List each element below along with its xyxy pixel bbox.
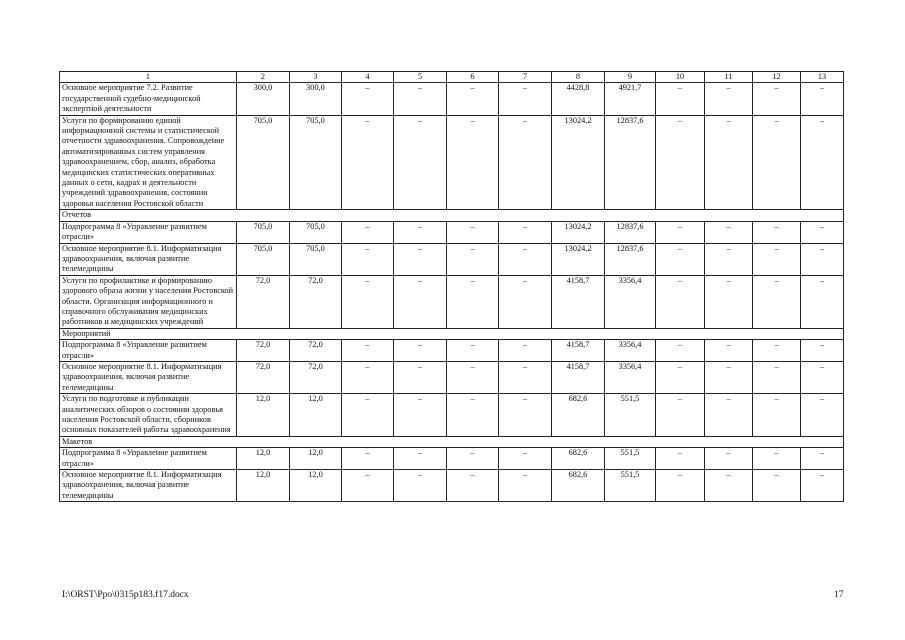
table-cell: 72,0 [290,340,342,362]
table-cell: – [753,361,801,393]
table-cell: 300,0 [290,83,342,115]
table-cell: 4158,7 [552,340,605,362]
table-row [60,340,844,362]
table-cell: – [705,470,753,502]
table-cell: 705,0 [237,115,290,210]
table-cell: – [656,394,705,437]
table-cell: 551,5 [605,470,656,502]
table-cell: – [656,115,705,210]
budget-table [59,71,844,502]
table-cell: – [705,394,753,437]
table-cell: – [499,361,552,393]
header-row [60,72,844,83]
table-cell: 3356,4 [605,275,656,328]
table-cell: 3356,4 [605,361,656,393]
table-cell: – [394,275,447,328]
row-description: Основное мероприятие 7.2. Развитие государственной судебно-медицинской экспертной деятельности [60,83,237,115]
column-header: 11 [705,72,753,83]
section-label: Макетов [60,436,844,447]
table-cell: – [394,361,447,393]
table-cell: – [394,115,447,210]
column-header: 1 [60,72,237,83]
table-cell: – [499,470,552,502]
table-cell: – [801,275,844,328]
table-header [60,72,844,83]
table-cell: – [447,115,499,210]
section-row [60,436,844,447]
table-row [60,243,844,275]
table-cell: 12,0 [290,394,342,437]
column-header: 7 [499,72,552,83]
table-cell: 705,0 [237,243,290,275]
column-header: 4 [342,72,394,83]
table-cell: – [342,221,394,243]
table-cell: – [447,361,499,393]
column-header: 3 [290,72,342,83]
table-row [60,221,844,243]
table-cell: – [656,340,705,362]
table-cell: 13024,2 [552,221,605,243]
table-body [60,83,844,502]
table-cell: – [656,243,705,275]
table-cell: – [394,243,447,275]
table-cell: – [656,470,705,502]
table-cell: – [801,115,844,210]
table-row [60,470,844,502]
table-cell: – [753,470,801,502]
table-cell: – [753,221,801,243]
column-header: 8 [552,72,605,83]
table-cell: 300,0 [237,83,290,115]
table-cell: – [656,221,705,243]
table-cell: 705,0 [290,221,342,243]
table-row [60,448,844,470]
table-cell: 12,0 [237,470,290,502]
table-cell: – [705,361,753,393]
table-cell: – [394,83,447,115]
table-row [60,83,844,115]
table-cell: – [394,470,447,502]
table-cell: – [394,340,447,362]
table-cell: – [499,83,552,115]
table-cell: – [342,394,394,437]
table-cell: – [656,275,705,328]
table-cell: – [499,275,552,328]
table-cell: – [499,448,552,470]
section-label: Мероприятий [60,328,844,339]
table-cell: – [447,83,499,115]
table-cell: – [801,340,844,362]
table-cell: – [499,115,552,210]
table-cell: 13024,2 [552,115,605,210]
table-cell: – [753,275,801,328]
table-cell: 705,0 [290,115,342,210]
table-cell: – [342,83,394,115]
table-cell: – [801,243,844,275]
column-header: 13 [801,72,844,83]
table-cell: – [801,83,844,115]
table-cell: 4158,7 [552,275,605,328]
table-cell: 12837,6 [605,221,656,243]
table-cell: 551,5 [605,448,656,470]
table-cell: 12837,6 [605,243,656,275]
table-cell: – [705,221,753,243]
table-cell: 3356,4 [605,340,656,362]
section-label: Отчетов [60,210,844,221]
table-cell: 705,0 [237,221,290,243]
table-cell: 12,0 [237,394,290,437]
column-header: 10 [656,72,705,83]
table-cell: 705,0 [290,243,342,275]
table-cell: – [342,470,394,502]
table-cell: – [342,275,394,328]
table-cell: – [753,340,801,362]
column-header: 2 [237,72,290,83]
table-cell: 4158,7 [552,361,605,393]
table-cell: 4921,7 [605,83,656,115]
table-cell: – [447,448,499,470]
row-description: Подпрограмма 8 «Управление развитием отрасли» [60,340,237,362]
table-cell: – [499,221,552,243]
table-cell: 12,0 [290,470,342,502]
table-cell: 72,0 [290,275,342,328]
table-row [60,275,844,328]
table-cell: – [447,275,499,328]
row-description: Услуги по формированию единой информационной системы и статистической отчетности здравоохранения. Сопровождение автоматизированных систем управления здравоохранением, сбор, анализ, обработка медицинских статистических оперативных данных о сети, кадрах и деятельности учреждений здравоохранения, состоянии здоровья населения Ростовской области [60,115,237,210]
table-cell: 682,6 [552,470,605,502]
table-cell: – [342,361,394,393]
column-header: 12 [753,72,801,83]
table-cell: – [447,470,499,502]
table-row [60,394,844,437]
table-cell: 72,0 [237,275,290,328]
table-cell: – [753,115,801,210]
column-header: 9 [605,72,656,83]
row-description: Услуги по профилактике и формированию здорового образа жизни у населения Ростовской области. Организация информационного и справочного обслуживания медицинских работников и медицинских учреждений [60,275,237,328]
table-cell: – [342,340,394,362]
row-description: Подпрограмма 8 «Управление развитием отрасли» [60,221,237,243]
table-cell: – [394,394,447,437]
table-cell: – [447,221,499,243]
table-cell: – [801,221,844,243]
table-cell: – [499,340,552,362]
table-cell: 4428,8 [552,83,605,115]
table-row [60,115,844,210]
row-description: Основное мероприятие 8.1. Информатизация здравоохранения, включая развитие телемедицины [60,243,237,275]
row-description: Подпрограмма 8 «Управление развитием отрасли» [60,448,237,470]
table-cell: – [656,83,705,115]
table-row [60,361,844,393]
table-cell: – [705,340,753,362]
table-cell: 12,0 [290,448,342,470]
table-cell: – [801,394,844,437]
column-header: 5 [394,72,447,83]
table-cell: – [394,221,447,243]
table-cell: – [753,394,801,437]
row-description: Основное мероприятие 8.1. Информатизация здравоохранения, включая развитие телемедицины [60,470,237,502]
table-cell: – [342,115,394,210]
column-header: 6 [447,72,499,83]
table-cell: – [801,448,844,470]
table-cell: 12837,6 [605,115,656,210]
table-cell: – [342,243,394,275]
table-cell: – [656,361,705,393]
table-cell: – [753,83,801,115]
table-cell: 13024,2 [552,243,605,275]
table-cell: 72,0 [237,340,290,362]
table-cell: – [801,361,844,393]
table-cell: – [705,115,753,210]
table-cell: – [499,243,552,275]
table-cell: – [447,340,499,362]
table-cell: – [801,470,844,502]
table-cell: 551,5 [605,394,656,437]
table-cell: 682,6 [552,394,605,437]
table-cell: – [447,394,499,437]
file-path: I:\ORST\Ppo\0315p183.f17.docx [62,590,189,600]
table-cell: – [499,394,552,437]
section-row [60,328,844,339]
table-cell: 72,0 [237,361,290,393]
page-number: 17 [834,590,844,600]
table-cell: – [753,243,801,275]
section-row [60,210,844,221]
table-cell: – [656,448,705,470]
table-cell: 682,6 [552,448,605,470]
table-cell: – [342,448,394,470]
table-cell: – [705,243,753,275]
row-description: Услуги по подготовке и публикации аналитических обзоров о состоянии здоровья населения Ростовской области, сборников основных показателей работы здравоохранения [60,394,237,437]
table-cell: – [394,448,447,470]
table-cell: – [705,275,753,328]
table-cell: – [705,83,753,115]
table-cell: – [447,243,499,275]
table-cell: – [705,448,753,470]
table-cell: 72,0 [290,361,342,393]
row-description: Основное мероприятие 8.1. Информатизация здравоохранения, включая развитие телемедицины [60,361,237,393]
table-cell: 12,0 [237,448,290,470]
table-cell: – [753,448,801,470]
